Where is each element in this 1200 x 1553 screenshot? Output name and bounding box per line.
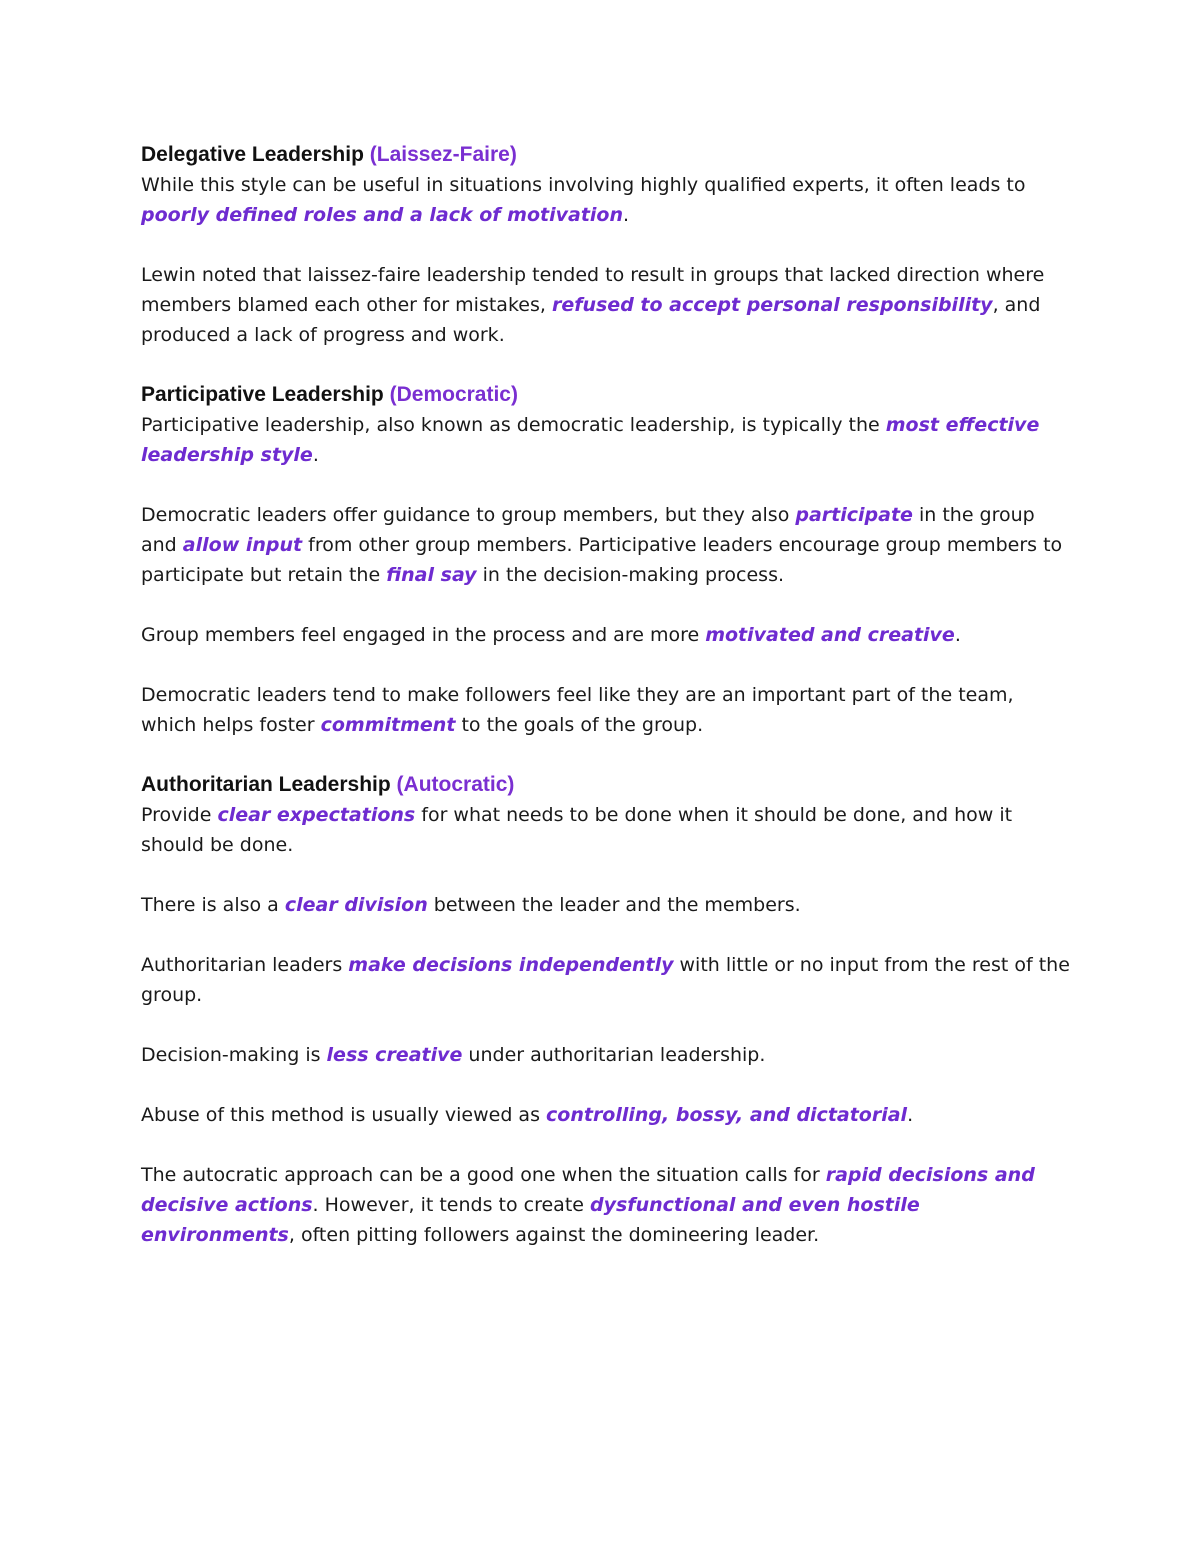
highlighted-phrase: commitment [320, 714, 456, 736]
paragraph [141, 620, 1071, 650]
text-run: Democratic leaders offer guidance to group members, but they also [141, 504, 796, 526]
text-run: While this style can be useful in situations involving highly qualified experts, it often leads to [141, 174, 1026, 196]
highlighted-phrase: poorly defined roles and a lack of motivation [141, 204, 624, 226]
highlighted-phrase: make decisions independently [348, 954, 674, 976]
text-run: Participative leadership, also known as democratic leadership, is typically the [141, 414, 886, 436]
text-run: , often pitting followers against the domineering leader. [288, 1224, 820, 1246]
text-run: . [623, 204, 630, 226]
text-run: . [312, 444, 319, 466]
highlighted-phrase: clear expectations [217, 804, 416, 826]
paragraph [141, 1100, 1071, 1130]
text-run: in the group and [141, 504, 1035, 556]
text-run: Decision-making is [141, 1044, 327, 1066]
text-run: under authoritarian leadership. [462, 1044, 766, 1066]
paragraph [141, 890, 1071, 920]
text-run: Provide [141, 804, 218, 826]
highlighted-phrase: rapid decisions and decisive actions [141, 1164, 1035, 1216]
paragraph [141, 800, 1071, 860]
paragraph [141, 1040, 1071, 1070]
document-body [141, 140, 1071, 1280]
text-run: Democratic leaders tend to make followers feel like they are an important part of the team, which helps foster [141, 684, 1014, 736]
text-run: . [907, 1104, 914, 1126]
paragraph [141, 950, 1071, 1010]
highlighted-phrase: final say [386, 564, 477, 586]
text-run: with little or no input from the rest of the group. [141, 954, 1070, 1006]
section-heading [141, 140, 1071, 170]
paragraph [141, 500, 1071, 590]
text-run: in the decision-making process. [476, 564, 785, 586]
paragraph [141, 410, 1071, 470]
highlighted-phrase: less creative [326, 1044, 463, 1066]
paragraph [141, 1160, 1071, 1250]
heading-text: Delegative Leadership [141, 143, 364, 166]
paragraph [141, 680, 1071, 740]
text-run: Authoritarian leaders [141, 954, 349, 976]
heading-text: Participative Leadership [141, 383, 384, 406]
text-run: . However, it tends to create [312, 1194, 591, 1216]
highlighted-phrase: refused to accept personal responsibility [551, 294, 993, 316]
section-heading [141, 770, 1071, 800]
text-run: . [954, 624, 961, 646]
highlighted-phrase: controlling, bossy, and dictatorial [546, 1104, 908, 1126]
highlighted-phrase: most effective leadership style [141, 414, 1040, 466]
text-run: The autocratic approach can be a good one when the situation calls for [141, 1164, 826, 1186]
highlighted-phrase: allow input [182, 534, 303, 556]
text-run: from other group members. Participative leaders encourage group members to participate but retain the [141, 534, 1063, 586]
highlighted-phrase: participate [795, 504, 913, 526]
text-run: for what needs to be done when it should be done, and how it should be done. [141, 804, 1013, 856]
highlighted-phrase: motivated and creative [705, 624, 955, 646]
text-run: Group members feel engaged in the process and are more [141, 624, 706, 646]
section-delegative [141, 140, 1071, 350]
heading-text: Authoritarian Leadership [141, 773, 391, 796]
text-run: to the goals of the group. [455, 714, 704, 736]
text-run: , and produced a lack of progress and work. [141, 294, 1041, 346]
section-participative [141, 380, 1071, 740]
paragraph [141, 170, 1071, 230]
heading-alt-text: (Autocratic) [396, 773, 515, 796]
text-run: Lewin noted that laissez-faire leadership tended to result in groups that lacked direction where members blamed each other for mistakes, [141, 264, 1045, 316]
text-run: between the leader and the members. [427, 894, 801, 916]
heading-alt-text: (Democratic) [389, 383, 518, 406]
highlighted-phrase: dysfunctional and even hostile environments [141, 1194, 920, 1246]
highlighted-phrase: clear division [284, 894, 428, 916]
text-run: There is also a [141, 894, 285, 916]
paragraph [141, 260, 1071, 350]
section-authoritarian [141, 770, 1071, 1250]
section-heading [141, 380, 1071, 410]
heading-alt-text: (Laissez-Faire) [369, 143, 517, 166]
text-run: Abuse of this method is usually viewed as [141, 1104, 547, 1126]
